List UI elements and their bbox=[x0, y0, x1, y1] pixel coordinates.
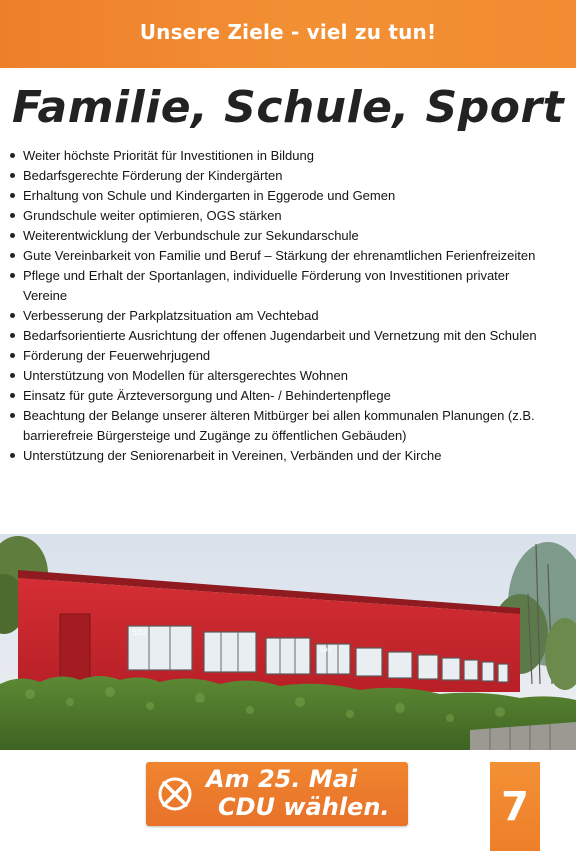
list-item bbox=[10, 186, 550, 206]
list-item-text: Unterstützung von Modellen für altersgerechtes Wohnen bbox=[23, 368, 348, 383]
list-item bbox=[10, 306, 550, 326]
vote-callout bbox=[146, 762, 408, 826]
bullet-icon bbox=[10, 153, 15, 158]
list-item-text: Einsatz für gute Ärzteversorgung und Alten- / Behindertenpflege bbox=[23, 388, 391, 403]
header-banner bbox=[0, 0, 576, 68]
bullet-icon bbox=[10, 413, 15, 418]
bullet-icon bbox=[10, 373, 15, 378]
list-item-text: Beachtung der Belange unserer älteren Mitbürger bei allen kommunalen Planungen (z.B. barrierefreie Bürgersteige und Zugänge zu öffentlichen Gebäuden) bbox=[23, 408, 535, 443]
list-item-text: Bedarfsgerechte Förderung der Kindergärten bbox=[23, 168, 283, 183]
list-item bbox=[10, 446, 550, 466]
bullet-icon bbox=[10, 213, 15, 218]
list-item bbox=[10, 266, 550, 306]
bullet-icon bbox=[10, 313, 15, 318]
school-building-photo bbox=[0, 534, 576, 750]
goals-list bbox=[10, 146, 550, 466]
list-item-text: Erhaltung von Schule und Kindergarten in Eggerode und Gemen bbox=[23, 188, 396, 203]
list-item bbox=[10, 206, 550, 226]
room-number-502: 502 bbox=[132, 628, 148, 637]
list-item-text: Förderung der Feuerwehrjugend bbox=[23, 348, 211, 363]
list-item-text: Bedarfsorientierte Ausrichtung der offenen Jugendarbeit und Vernetzung mit den Schulen bbox=[23, 328, 537, 343]
list-item bbox=[10, 386, 550, 406]
list-item bbox=[10, 166, 550, 186]
list-item bbox=[10, 366, 550, 386]
room-number-503: 503 bbox=[320, 647, 332, 654]
bullet-icon bbox=[10, 273, 15, 278]
vote-party-text: CDU wählen. bbox=[218, 793, 390, 821]
bullet-icon bbox=[10, 353, 15, 358]
list-item bbox=[10, 346, 550, 366]
list-item-text: Pflege und Erhalt der Sportanlagen, individuelle Förderung von Investitionen privater Vereine bbox=[23, 268, 510, 303]
bullet-icon bbox=[10, 253, 15, 258]
school-building-illustration bbox=[0, 534, 576, 750]
list-item-text: Gute Vereinbarkeit von Familie und Beruf – Stärkung der ehrenamtlichen Ferienfreizeiten bbox=[23, 248, 536, 263]
list-item bbox=[10, 226, 550, 246]
ballot-cross-icon bbox=[156, 775, 194, 813]
list-item-text: Weiter höchste Priorität für Investitionen in Bildung bbox=[23, 148, 314, 163]
list-item bbox=[10, 246, 550, 266]
page-number: 7 bbox=[501, 783, 529, 830]
list-item-text: Verbesserung der Parkplatzsituation am Vechtebad bbox=[23, 308, 319, 323]
list-item-text: Grundschule weiter optimieren, OGS stärken bbox=[23, 208, 282, 223]
list-item-text: Unterstützung der Seniorenarbeit in Vereinen, Verbänden und der Kirche bbox=[23, 448, 442, 463]
bullet-icon bbox=[10, 393, 15, 398]
list-item bbox=[10, 326, 550, 346]
bullet-icon bbox=[10, 233, 15, 238]
bullet-icon bbox=[10, 173, 15, 178]
bullet-icon bbox=[10, 193, 15, 198]
list-item bbox=[10, 406, 550, 446]
bullet-icon bbox=[10, 333, 15, 338]
header-banner-text: Unsere Ziele - viel zu tun! bbox=[139, 20, 437, 44]
page-title: Familie, Schule, Sport bbox=[12, 82, 565, 133]
vote-date-text: Am 25. Mai bbox=[206, 765, 358, 793]
page-number-box bbox=[490, 762, 540, 851]
bullet-icon bbox=[10, 453, 15, 458]
list-item bbox=[10, 146, 550, 166]
list-item-text: Weiterentwicklung der Verbundschule zur Sekundarschule bbox=[23, 228, 359, 243]
